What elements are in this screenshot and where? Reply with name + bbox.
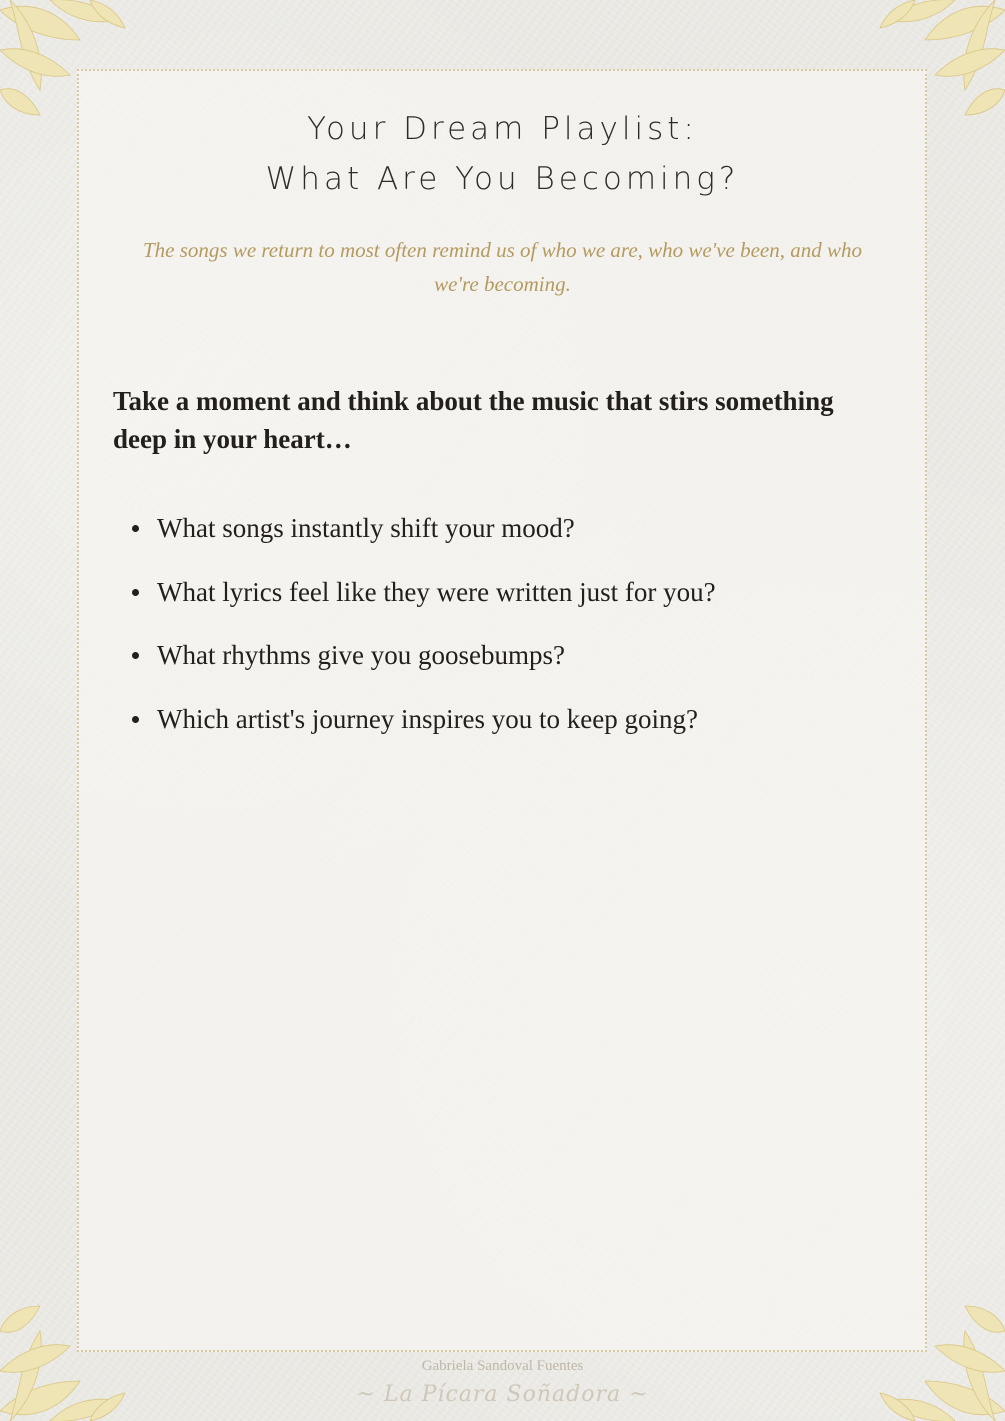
question-text: Which artist's journey inspires you to keep going? [157, 703, 699, 734]
bullet-icon [132, 716, 139, 723]
list-item [113, 691, 893, 755]
question-list [113, 500, 893, 754]
footer-brand: ~ La Pícara Soñadora ~ [356, 1382, 649, 1407]
question-text: What lyrics feel like they were written just for you? [157, 576, 716, 607]
title-line-1: Your Dream Playlist: [307, 111, 698, 147]
list-item [113, 500, 893, 564]
page-title [0, 104, 1005, 204]
question-text: What rhythms give you goosebumps? [157, 640, 565, 670]
question-text: What songs instantly shift your mood? [157, 513, 575, 543]
bullet-icon [132, 589, 139, 596]
title-line-2: What Are You Becoming? [265, 161, 740, 197]
subtitle-quote: The songs we return to most often remind us of who we are, who we've been, and who we're becoming. [142, 238, 863, 296]
list-item [113, 564, 893, 628]
bullet-icon [132, 525, 139, 532]
list-item [113, 627, 893, 691]
prompt-heading: Take a moment and think about the music that stirs something deep in your heart… [113, 386, 834, 454]
bullet-icon [132, 652, 139, 659]
footer-author: Gabriela Sandoval Fuentes [421, 1358, 584, 1374]
